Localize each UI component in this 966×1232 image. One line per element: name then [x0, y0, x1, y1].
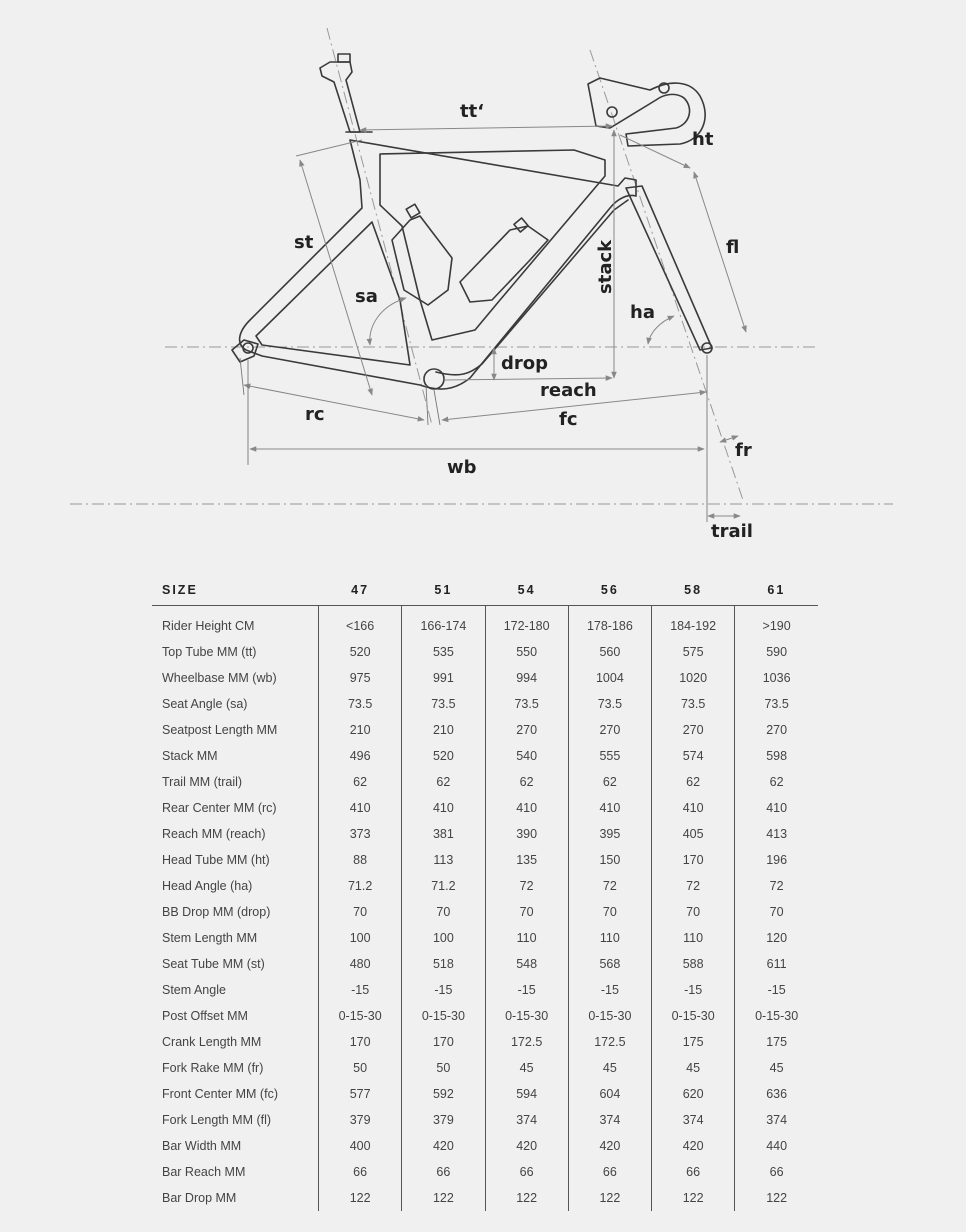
row-value: 620 [652, 1081, 735, 1107]
row-label: Rider Height CM [162, 618, 255, 633]
table-row [152, 1133, 818, 1159]
row-value: 172.5 [568, 1029, 651, 1055]
row-value: 480 [319, 951, 402, 977]
row-value: 598 [735, 743, 818, 769]
row-value: 0-15-30 [402, 1003, 485, 1029]
label-fc: fc [559, 409, 578, 430]
table-row [152, 925, 818, 951]
table-row [152, 977, 818, 1003]
row-value: 400 [319, 1133, 402, 1159]
row-value: 122 [485, 1185, 568, 1211]
row-value: 62 [735, 769, 818, 795]
row-value: -15 [652, 977, 735, 1003]
row-label: Seatpost Length MM [162, 723, 278, 737]
row-label: Stem Angle [162, 983, 226, 997]
row-value: 520 [402, 743, 485, 769]
table-row [152, 717, 818, 743]
row-value: 72 [652, 873, 735, 899]
row-value: 122 [735, 1185, 818, 1211]
row-label: Fork Rake MM (fr) [162, 1061, 264, 1075]
row-value: -15 [402, 977, 485, 1003]
row-value: 50 [402, 1055, 485, 1081]
row-value: 374 [735, 1107, 818, 1133]
row-value: 413 [735, 821, 818, 847]
row-value: 390 [485, 821, 568, 847]
row-value: 100 [402, 925, 485, 951]
row-value: 66 [735, 1159, 818, 1185]
row-value: 62 [319, 769, 402, 795]
label-rc: rc [305, 404, 325, 425]
table-header-row [152, 574, 818, 606]
row-value: 66 [652, 1159, 735, 1185]
row-value: 379 [402, 1107, 485, 1133]
row-value: 70 [319, 899, 402, 925]
dimension-lines [240, 126, 746, 522]
row-label: Post Offset MM [162, 1009, 248, 1023]
row-value: 590 [735, 639, 818, 665]
row-value: 410 [652, 795, 735, 821]
row-value: 72 [735, 873, 818, 899]
row-label: Wheelbase MM (wb) [162, 671, 277, 685]
table-row [152, 1159, 818, 1185]
row-value: 420 [568, 1133, 651, 1159]
row-value: 975 [319, 665, 402, 691]
label-ht: ht [692, 129, 714, 150]
row-value: 122 [319, 1185, 402, 1211]
table-row [152, 1029, 818, 1055]
row-value: 66 [485, 1159, 568, 1185]
row-value: 70 [652, 899, 735, 925]
table-row [152, 1003, 818, 1029]
row-label: Front Center MM (fc) [162, 1087, 278, 1101]
label-fr: fr [735, 440, 752, 461]
row-value: 122 [402, 1185, 485, 1211]
row-value: 120 [735, 925, 818, 951]
row-value: 122 [652, 1185, 735, 1211]
row-value: 381 [402, 821, 485, 847]
row-value: 270 [568, 717, 651, 743]
row-value: 0-15-30 [568, 1003, 651, 1029]
row-value: 210 [319, 717, 402, 743]
row-value: 560 [568, 639, 651, 665]
size-header-56: 56 [568, 574, 651, 606]
row-value: 72 [568, 873, 651, 899]
size-header-54: 54 [485, 574, 568, 606]
row-value: 604 [568, 1081, 651, 1107]
row-value: 577 [319, 1081, 402, 1107]
row-value: 270 [652, 717, 735, 743]
row-label: Trail MM (trail) [162, 775, 243, 789]
row-label: Stack MM [162, 749, 218, 763]
row-value: 172.5 [485, 1029, 568, 1055]
table-row [152, 951, 818, 977]
reference-lines [70, 28, 893, 504]
row-value: 62 [402, 769, 485, 795]
label-st: st [294, 232, 314, 253]
size-header: SIZE [152, 574, 319, 606]
row-value: 374 [485, 1107, 568, 1133]
row-label: Bar Reach MM [162, 1165, 246, 1179]
row-label: Crank Length MM [162, 1035, 262, 1049]
table-row [152, 899, 818, 925]
row-value: 405 [652, 821, 735, 847]
table-row [152, 1055, 818, 1081]
row-value: 410 [485, 795, 568, 821]
row-value: 550 [485, 639, 568, 665]
row-value: 374 [568, 1107, 651, 1133]
table-row [152, 795, 818, 821]
row-label: BB Drop MM (drop) [162, 905, 271, 919]
row-value: 72 [485, 873, 568, 899]
row-value: 70 [568, 899, 651, 925]
row-value: 535 [402, 639, 485, 665]
row-value: 395 [568, 821, 651, 847]
row-value: 62 [652, 769, 735, 795]
row-label: Seat Tube MM (st) [162, 957, 265, 971]
row-value: -15 [568, 977, 651, 1003]
label-reach: reach [540, 380, 597, 401]
row-value: 110 [568, 925, 651, 951]
row-value: <166 [319, 606, 402, 640]
row-value: 170 [402, 1029, 485, 1055]
table-row [152, 873, 818, 899]
row-value: 175 [652, 1029, 735, 1055]
row-value: 994 [485, 665, 568, 691]
row-label: Reach MM (reach) [162, 827, 266, 841]
row-label: Fork Length MM (fl) [162, 1113, 272, 1127]
row-value: 420 [485, 1133, 568, 1159]
table-row [152, 665, 818, 691]
label-wb: wb [447, 457, 477, 478]
row-value: 379 [319, 1107, 402, 1133]
row-value: 73.5 [485, 691, 568, 717]
row-value: 70 [485, 899, 568, 925]
label-ha: ha [630, 302, 655, 323]
row-value: 374 [652, 1107, 735, 1133]
row-value: -15 [319, 977, 402, 1003]
row-value: 0-15-30 [319, 1003, 402, 1029]
row-value: 170 [652, 847, 735, 873]
size-header-47: 47 [319, 574, 402, 606]
row-value: 66 [568, 1159, 651, 1185]
table-row [152, 821, 818, 847]
table-row [152, 639, 818, 665]
row-value: 592 [402, 1081, 485, 1107]
row-value: 62 [485, 769, 568, 795]
row-value: 122 [568, 1185, 651, 1211]
row-value: 991 [402, 665, 485, 691]
label-fl: fl [726, 237, 740, 258]
table-row [152, 847, 818, 873]
table-body [152, 606, 818, 1212]
label-trail: trail [711, 521, 753, 542]
frame-geometry-diagram [0, 0, 966, 560]
table-row [152, 691, 818, 717]
table-row [152, 743, 818, 769]
row-value: 73.5 [652, 691, 735, 717]
row-label: Stem Length MM [162, 931, 258, 945]
table-row [152, 1081, 818, 1107]
row-value: 440 [735, 1133, 818, 1159]
row-value: 170 [319, 1029, 402, 1055]
row-value: 0-15-30 [735, 1003, 818, 1029]
row-value: 496 [319, 743, 402, 769]
row-value: 172-180 [485, 606, 568, 640]
row-value: 270 [735, 717, 818, 743]
row-value: -15 [735, 977, 818, 1003]
row-value: 594 [485, 1081, 568, 1107]
row-label: Seat Angle (sa) [162, 697, 248, 711]
row-value: 73.5 [402, 691, 485, 717]
row-value: 540 [485, 743, 568, 769]
row-value: 45 [485, 1055, 568, 1081]
row-value: 150 [568, 847, 651, 873]
row-value: 420 [402, 1133, 485, 1159]
row-value: 100 [319, 925, 402, 951]
row-value: 110 [485, 925, 568, 951]
row-value: -15 [485, 977, 568, 1003]
row-value: 420 [652, 1133, 735, 1159]
row-value: 636 [735, 1081, 818, 1107]
row-value: 66 [402, 1159, 485, 1185]
label-stack: stack [595, 239, 616, 294]
row-value: 568 [568, 951, 651, 977]
table-row [152, 769, 818, 795]
row-value: 1036 [735, 665, 818, 691]
row-value: 110 [652, 925, 735, 951]
size-header-61: 61 [735, 574, 818, 606]
row-value: 50 [319, 1055, 402, 1081]
label-tt: tt‘ [460, 101, 485, 122]
row-value: 70 [735, 899, 818, 925]
size-header-51: 51 [402, 574, 485, 606]
geometry-table [152, 574, 818, 1211]
row-value: 410 [568, 795, 651, 821]
row-value: 0-15-30 [485, 1003, 568, 1029]
table-row [152, 1185, 818, 1211]
row-value: >190 [735, 606, 818, 640]
row-value: 196 [735, 847, 818, 873]
size-header-58: 58 [652, 574, 735, 606]
row-value: 73.5 [735, 691, 818, 717]
row-label: Head Tube MM (ht) [162, 853, 270, 867]
row-value: 73.5 [319, 691, 402, 717]
row-value: 588 [652, 951, 735, 977]
row-label: Bar Width MM [162, 1139, 242, 1153]
row-value: 520 [319, 639, 402, 665]
row-value: 135 [485, 847, 568, 873]
row-label: Bar Drop MM [162, 1191, 237, 1205]
row-value: 518 [402, 951, 485, 977]
row-value: 410 [735, 795, 818, 821]
row-value: 0-15-30 [652, 1003, 735, 1029]
row-value: 175 [735, 1029, 818, 1055]
row-value: 88 [319, 847, 402, 873]
dimension-labels [294, 101, 753, 542]
row-value: 66 [319, 1159, 402, 1185]
row-value: 373 [319, 821, 402, 847]
row-value: 575 [652, 639, 735, 665]
row-value: 410 [319, 795, 402, 821]
row-value: 555 [568, 743, 651, 769]
row-label: Rear Center MM (rc) [162, 801, 277, 815]
label-drop: drop [501, 353, 549, 374]
label-sa: sa [355, 286, 378, 307]
row-value: 71.2 [319, 873, 402, 899]
table-row [152, 606, 818, 640]
row-value: 548 [485, 951, 568, 977]
row-value: 62 [568, 769, 651, 795]
row-value: 178-186 [568, 606, 651, 640]
row-value: 270 [485, 717, 568, 743]
row-value: 1020 [652, 665, 735, 691]
table-row [152, 1107, 818, 1133]
row-value: 166-174 [402, 606, 485, 640]
row-value: 113 [402, 847, 485, 873]
row-label: Head Angle (ha) [162, 879, 253, 893]
row-value: 70 [402, 899, 485, 925]
row-value: 410 [402, 795, 485, 821]
row-value: 45 [568, 1055, 651, 1081]
row-value: 611 [735, 951, 818, 977]
row-value: 45 [652, 1055, 735, 1081]
row-label: Top Tube MM (tt) [162, 645, 257, 659]
row-value: 1004 [568, 665, 651, 691]
row-value: 73.5 [568, 691, 651, 717]
row-value: 71.2 [402, 873, 485, 899]
row-value: 184-192 [652, 606, 735, 640]
row-value: 210 [402, 717, 485, 743]
row-value: 574 [652, 743, 735, 769]
row-value: 45 [735, 1055, 818, 1081]
